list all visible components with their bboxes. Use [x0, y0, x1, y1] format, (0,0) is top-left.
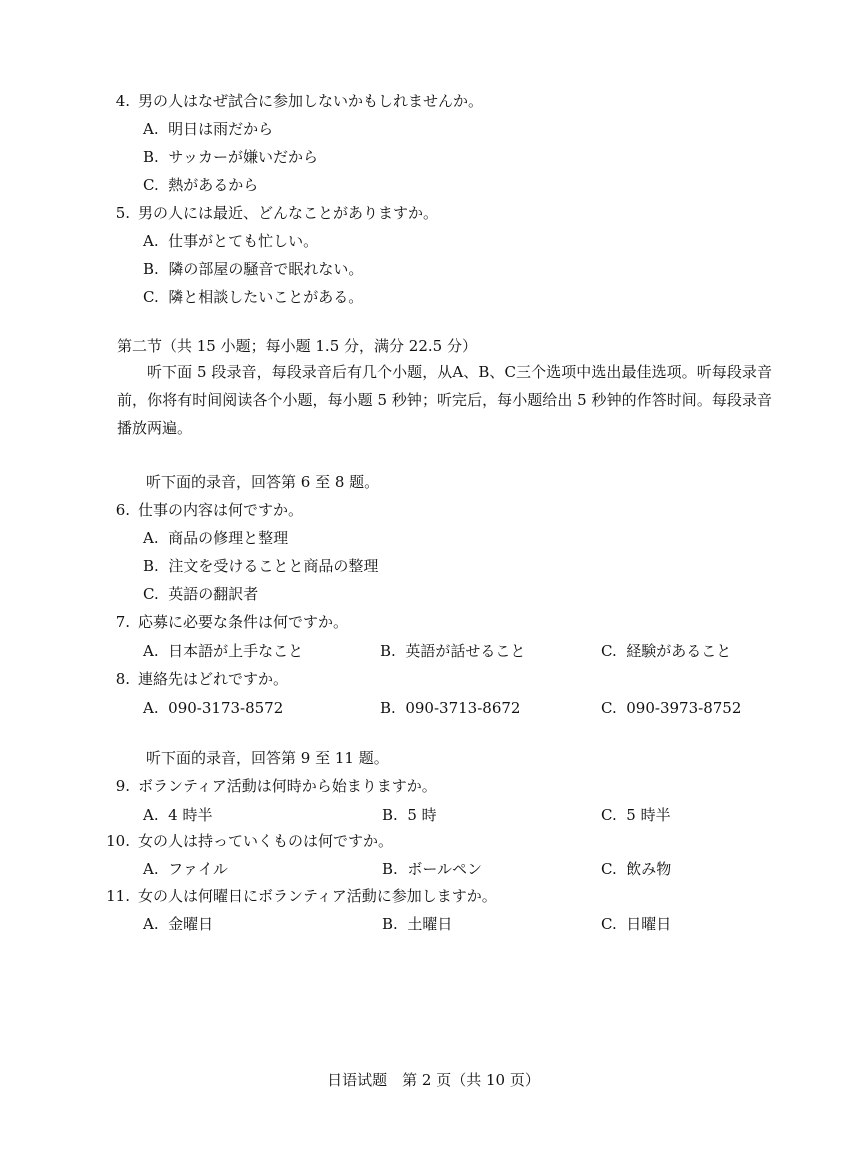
option-b: B. 5 時 — [382, 806, 437, 824]
question-text: 男の人には最近、どんなことがありますか。 — [138, 204, 439, 222]
group-intro: 听下面的录音，回答第 9 至 11 题。 — [146, 749, 389, 767]
option-a: A. 日本語が上手なこと — [143, 642, 304, 660]
question-number: 11. — [106, 887, 130, 905]
option-b: B. 090-3713-8672 — [380, 699, 521, 717]
option-a: A. 090-3173-8572 — [143, 699, 284, 717]
question-text: 応募に必要な条件は何ですか。 — [138, 613, 349, 631]
question-number: 8. — [115, 670, 130, 688]
option-c: C. 飲み物 — [601, 860, 672, 878]
option-c: C. 英語の翻訳者 — [143, 585, 259, 603]
question-number: 9. — [115, 777, 130, 795]
option-b: B. 土曜日 — [382, 915, 453, 933]
option-a: A. 明日は雨だから — [143, 120, 274, 138]
question-number: 6. — [115, 501, 130, 519]
group-intro: 听下面的录音，回答第 6 至 8 题。 — [146, 473, 380, 491]
option-c: C. 経験があること — [601, 642, 732, 660]
question-number: 5. — [115, 204, 130, 222]
option-b: B. 英語が話せること — [380, 642, 526, 660]
question-text: 女の人は何曜日にボランティア活動に参加しますか。 — [138, 887, 497, 905]
question-number: 10. — [106, 832, 130, 850]
question-text: 連絡先はどれですか。 — [138, 670, 289, 688]
option-c: C. 090-3973-8752 — [601, 699, 742, 717]
question-text: 仕事の内容は何ですか。 — [138, 501, 304, 519]
question-number: 7. — [115, 613, 130, 631]
question-text: 女の人は持っていくものは何ですか。 — [138, 832, 394, 850]
option-b: B. ボールペン — [382, 860, 483, 878]
option-b: B. サッカーが嫌いだから — [143, 148, 319, 166]
section-instructions: 听下面 5 段录音，每段录音后有几个小题，从A、B、C三个选项中选出最佳选项。听每段录音前，你将有时间阅读各个小题，每小题 5 秒钟；听完后，每小题给出 5 秒钟的作答时间。每段录音播放两遍。 — [117, 363, 772, 437]
option-c: C. 隣と相談したいことがある。 — [143, 288, 364, 306]
option-c: C. 5 時半 — [601, 806, 671, 824]
option-a: A. 仕事がとても忙しい。 — [143, 232, 319, 250]
question-text: ボランティア活動は何時から始まりますか。 — [138, 777, 437, 795]
option-c: C. 熱があるから — [143, 176, 259, 194]
question-text: 男の人はなぜ試合に参加しないかもしれませんか。 — [138, 92, 484, 110]
section-heading: 第二节（共 15 小题；每小题 1.5 分，满分 22.5 分） — [117, 337, 477, 355]
option-a: A. ファイル — [143, 860, 228, 878]
option-b: B. 注文を受けることと商品の整理 — [143, 557, 379, 575]
option-a: A. 金曜日 — [143, 915, 214, 933]
page-footer: 日语试题 第 2 页（共 10 页） — [327, 1071, 540, 1089]
option-c: C. 日曜日 — [601, 915, 672, 933]
option-a: A. 商品の修理と整理 — [143, 529, 289, 547]
question-number: 4. — [115, 92, 130, 110]
option-a: A. 4 時半 — [143, 806, 213, 824]
option-b: B. 隣の部屋の騒音で眠れない。 — [143, 260, 364, 278]
